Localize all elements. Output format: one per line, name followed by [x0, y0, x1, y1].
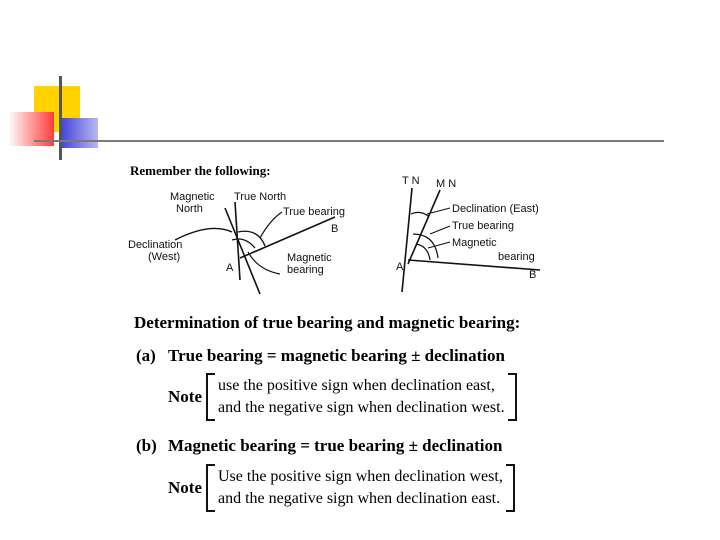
- rule-a-note-label: Note: [168, 387, 202, 406]
- label-magnetic-bearing-2: bearing: [287, 264, 324, 276]
- true-bearing-leader: [260, 212, 282, 238]
- rule-b-note-label: Note: [168, 478, 202, 497]
- magnetic-bearing-arc: [232, 239, 255, 248]
- declination-arc: [175, 228, 232, 240]
- heading: Remember the following:: [130, 163, 271, 178]
- magnetic-bearing-arc: [416, 244, 430, 260]
- left-bearing-diagram: [120, 180, 370, 300]
- tn-line: [402, 188, 412, 292]
- rule-a-note: [168, 375, 517, 419]
- rule-b-note: [168, 466, 515, 510]
- label-magnetic-bearing-1: Magnetic: [287, 252, 332, 264]
- rule-a-label: (a): [136, 346, 156, 365]
- rule-b-formula: Magnetic bearing = true bearing ± declination: [168, 436, 503, 455]
- title-rule-line: [34, 140, 664, 142]
- label-point-a: A: [226, 262, 234, 274]
- rule-b-note-line-1: Use the positive sign when declination west,: [217, 468, 503, 485]
- accent-blue-block: [60, 118, 98, 148]
- magnetic-bearing-leader: [428, 242, 450, 248]
- label-point-a: A: [396, 261, 404, 273]
- label-magnetic-north-2: North: [176, 203, 203, 215]
- label-magnetic-1: Magnetic: [452, 237, 497, 249]
- label-true-north: True North: [234, 191, 287, 203]
- magnetic-bearing-leader: [248, 252, 280, 274]
- label-declination-1: Declination: [128, 239, 183, 251]
- mn-line: [408, 190, 440, 264]
- rule-a-note-bracket: [206, 375, 517, 419]
- rule-b-note-line-2: and the negative sign when declination east.: [217, 490, 501, 507]
- label-true-bearing: True bearing: [283, 206, 345, 218]
- label-mn: M N: [436, 178, 457, 190]
- label-tn: T N: [402, 175, 420, 187]
- right-bearing-diagram: [390, 172, 570, 294]
- label-magnetic-north-1: Magnetic: [170, 191, 215, 203]
- rule-a-formula: True bearing = magnetic bearing ± declination: [168, 346, 505, 365]
- label-magnetic-2: bearing: [498, 251, 535, 263]
- label-point-b: B: [529, 269, 537, 281]
- determination-title: Determination of true bearing and magnetic bearing:: [134, 313, 521, 332]
- declination-arc: [411, 212, 428, 216]
- label-declination-2: (West): [148, 251, 181, 263]
- rule-b-note-bracket: [206, 466, 515, 510]
- true-bearing-leader: [430, 226, 450, 234]
- rule-a-note-line-1: use the positive sign when declination east,: [217, 377, 495, 394]
- accent-vertical-line: [59, 76, 62, 160]
- label-true-bearing: True bearing: [452, 220, 514, 232]
- label-point-b: B: [331, 223, 339, 235]
- label-declination: Declination (East): [452, 203, 539, 215]
- rule-a-note-line-2: and the negative sign when declination west.: [217, 399, 505, 416]
- rule-b-label: (b): [136, 436, 157, 455]
